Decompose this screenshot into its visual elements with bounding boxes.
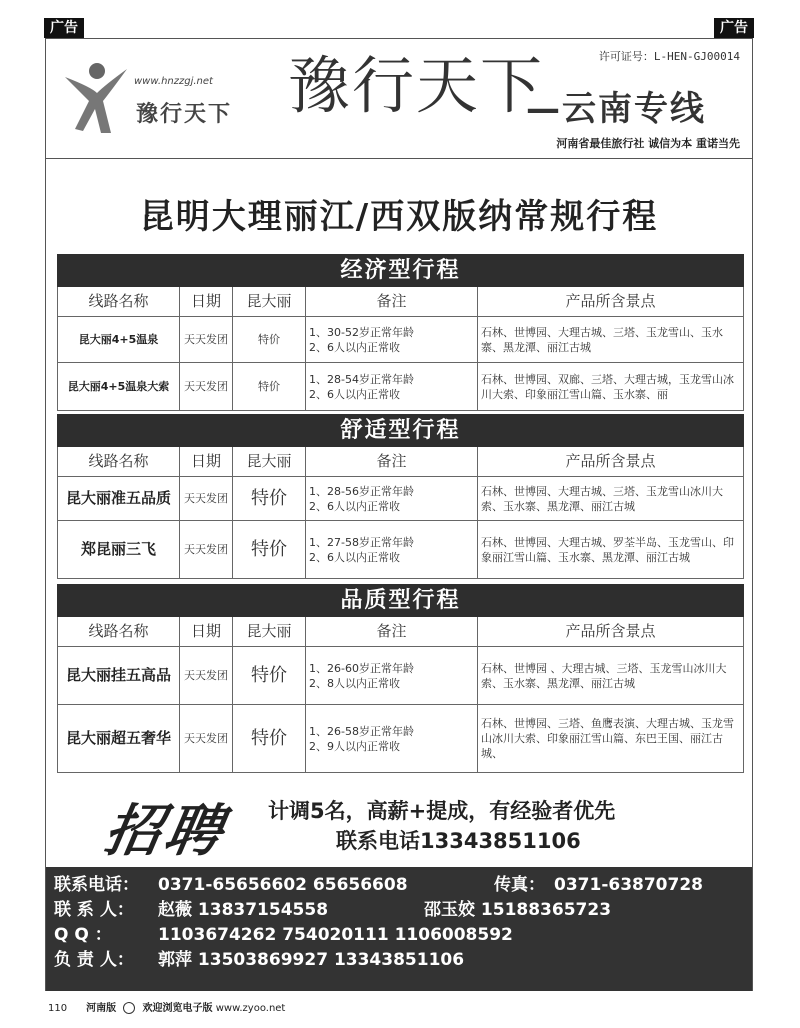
note-line: 2、6人以内正常收 — [309, 387, 400, 401]
recruit-details: 计调5名，高薪+提成，有经验者优先 — [268, 799, 616, 823]
welcome-text: 欢迎浏览电子版 — [142, 1003, 213, 1014]
qq-label: Q Q ： — [54, 925, 112, 945]
note-line: 2、6人以内正常收 — [309, 340, 400, 354]
manager-value: 郭萍 13503869927 13343851106 — [158, 950, 465, 970]
contact-row-phone — [54, 873, 744, 898]
brand-title: 豫行天下 — [288, 49, 545, 122]
table-row — [58, 705, 744, 773]
route-name: 昆大丽准五品质 — [58, 477, 180, 521]
departure-date: 天天发团 — [180, 317, 233, 363]
recruit-phone: 联系电话13343851106 — [336, 829, 581, 853]
page-footer — [48, 999, 285, 1014]
price: 特价 — [233, 521, 306, 579]
notes — [306, 317, 478, 363]
itinerary-table-comfort — [57, 414, 744, 579]
col-notes: 备注 — [306, 617, 478, 647]
table-row — [58, 317, 744, 363]
contact-row-person — [54, 898, 744, 923]
note-line: 1、26-58岁正常年龄 — [309, 724, 414, 738]
route-name: 昆大丽超五奢华 — [58, 705, 180, 773]
ad-frame — [45, 38, 753, 991]
notes — [306, 521, 478, 579]
header — [46, 39, 752, 159]
note-line: 2、6人以内正常收 — [309, 550, 400, 564]
table-row — [58, 363, 744, 411]
col-spots: 产品所含景点 — [478, 617, 744, 647]
note-line: 1、28-56岁正常年龄 — [309, 484, 414, 498]
itinerary-table-economy — [57, 254, 744, 411]
route-name: 昆大丽4+5温泉大索 — [58, 363, 180, 411]
col-route: 线路名称 — [58, 287, 180, 317]
price: 特价 — [233, 477, 306, 521]
ad-tag-left: 广告 — [44, 18, 84, 38]
note-line: 1、30-52岁正常年龄 — [309, 325, 414, 339]
qq-value: 1103674262 754020111 1106008592 — [158, 925, 513, 945]
notes — [306, 647, 478, 705]
person-1: 赵薇 13837154558 — [158, 900, 329, 920]
route-name: 昆大丽4+5温泉 — [58, 317, 180, 363]
spots: 石林、世博园、大理古城、三塔、玉龙雪山、玉水寨、黑龙潭、丽江古城 — [478, 317, 744, 363]
col-date: 日期 — [180, 287, 233, 317]
notes — [306, 705, 478, 773]
fax-value: 0371-63870728 — [554, 875, 703, 895]
person-label: 联 系 人： — [54, 900, 134, 920]
table-row — [58, 521, 744, 579]
notes — [306, 363, 478, 411]
col-price: 昆大丽 — [233, 287, 306, 317]
table-row — [58, 477, 744, 521]
note-line: 2、8人以内正常收 — [309, 676, 400, 690]
license-number: 许可证号：L-HEN-GJ00014 — [598, 50, 740, 63]
departure-date: 天天发团 — [180, 705, 233, 773]
person-2: 邵玉姣 15188365723 — [424, 900, 612, 920]
price: 特价 — [233, 647, 306, 705]
itinerary-table-quality — [57, 584, 744, 773]
page-number: 110 — [48, 1003, 68, 1014]
section-title: 品质型行程 — [58, 585, 744, 617]
logo-url: www.hnzzgj.net — [134, 76, 213, 87]
slogan: 河南省最佳旅行社 诚信为本 重诺当先 — [556, 137, 740, 150]
note-line: 1、27-58岁正常年龄 — [309, 535, 414, 549]
fax-label: 传真： — [494, 875, 545, 895]
table-row — [58, 647, 744, 705]
contact-panel — [46, 867, 752, 991]
spots: 石林、世博园、大理古城、三塔、玉龙雪山冰川大索、玉水寨、黑龙潭、丽江古城 — [478, 477, 744, 521]
magazine-logo-icon — [123, 1002, 135, 1014]
recruit-heading: 招聘 — [99, 799, 231, 864]
spots: 石林、世博园、大理古城、罗荃半岛、玉龙雪山、印象丽江雪山篇、玉水寨、黑龙潭、丽江古城 — [478, 521, 744, 579]
col-date: 日期 — [180, 617, 233, 647]
spots: 石林、世博园、双廊、三塔、大理古城，玉龙雪山冰川大索、印象丽江雪山篇、玉水寨、丽 — [478, 363, 744, 411]
spots: 石林、世博园、三塔、鱼鹰表演、大理古城、玉龙雪山冰川大索、印象丽江雪山篇、东巴王国、丽江古城、 — [478, 705, 744, 773]
price: 特价 — [233, 317, 306, 363]
col-price: 昆大丽 — [233, 447, 306, 477]
note-line: 2、6人以内正常收 — [309, 499, 400, 513]
note-line: 1、28-54岁正常年龄 — [309, 372, 414, 386]
spots: 石林、世博园 、大理古城、三塔、玉龙雪山冰川大索、玉水寨、黑龙潭、丽江古城 — [478, 647, 744, 705]
price: 特价 — [233, 363, 306, 411]
brand-subtitle: —云南专线 — [526, 89, 706, 129]
note-line: 2、9人以内正常收 — [309, 739, 400, 753]
dancer-logo-icon — [61, 57, 131, 137]
site-url[interactable]: www.zyoo.net — [215, 1003, 286, 1014]
ad-tag-right: 广告 — [714, 18, 754, 38]
phone-value: 0371-65656602 65656608 — [158, 875, 408, 895]
col-spots: 产品所含景点 — [478, 447, 744, 477]
col-notes: 备注 — [306, 287, 478, 317]
note-line: 1、26-60岁正常年龄 — [309, 661, 414, 675]
logo-name: 豫行天下 — [136, 102, 233, 127]
price: 特价 — [233, 705, 306, 773]
col-notes: 备注 — [306, 447, 478, 477]
manager-label: 负 责 人： — [54, 950, 134, 970]
section-title: 舒适型行程 — [58, 415, 744, 447]
departure-date: 天天发团 — [180, 477, 233, 521]
route-name: 昆大丽挂五高品 — [58, 647, 180, 705]
col-date: 日期 — [180, 447, 233, 477]
contact-row-manager — [54, 948, 744, 973]
route-name: 郑昆丽三飞 — [58, 521, 180, 579]
col-route: 线路名称 — [58, 617, 180, 647]
section-title: 经济型行程 — [58, 255, 744, 287]
edition-label: 河南版 — [86, 1003, 117, 1014]
departure-date: 天天发团 — [180, 363, 233, 411]
phone-label: 联系电话： — [54, 875, 139, 895]
departure-date: 天天发团 — [180, 647, 233, 705]
main-title: 昆明大理丽江/西双版纳常规行程 — [139, 197, 659, 237]
col-price: 昆大丽 — [233, 617, 306, 647]
contact-row-qq — [54, 923, 744, 948]
col-route: 线路名称 — [58, 447, 180, 477]
col-spots: 产品所含景点 — [478, 287, 744, 317]
departure-date: 天天发团 — [180, 521, 233, 579]
notes — [306, 477, 478, 521]
